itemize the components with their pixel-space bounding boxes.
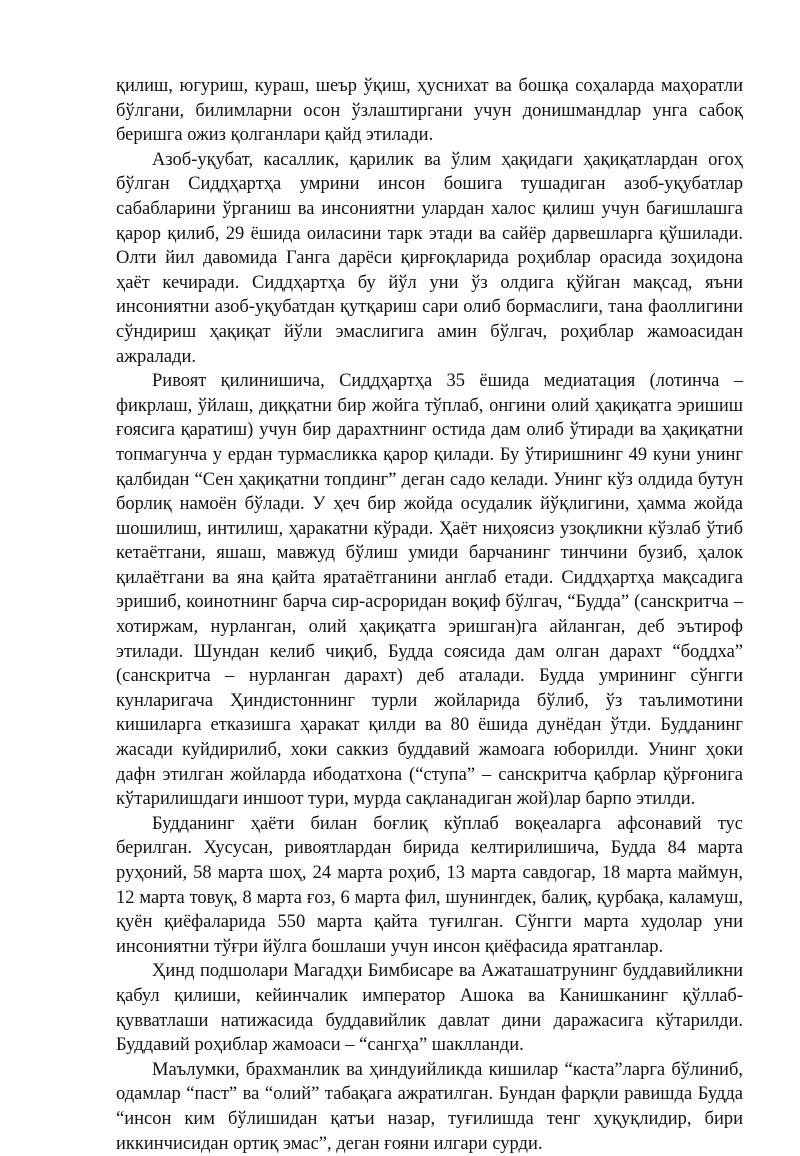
paragraph-siddhartha-asceticism: Азоб-уқубат, касаллик, қарилик ва ўлим ҳақидаги ҳақиқатлардан огоҳ бўлган Сиддҳартҳа умрини инсон бошига тушадиган азоб-уқубатлар сабабларини ўрганиш ва инсониятни улардан халос қилиш учун бағишлашга қарор қилиб, 29 ёшида оиласини тарк этади ва сайёр дарвешларга қўшилади. Олти йил давомида Ганга дарёси қирғоқларида роҳиблар орасида зоҳидона ҳаёт кечиради. Сиддҳартҳа бу йўл уни ўз олдига қўйган мақсад, яъни инсониятни азоб-уқубатдан қутқариш сари олиб бормаслиги, тана фаоллигини сўндириш ҳақиқат йўли эмаслигига амин бўлгач, роҳиблар жамоасидан ажралади. [116, 149, 743, 367]
paragraph-continuation: қилиш, югуриш, кураш, шеър ўқиш, ҳуснихат ва бошқа соҳаларда маҳоратли бўлгани, билимларни осон ўзлаштиргани учун донишмандлар унга сабоқ беришга ожиз қолганлари қайд этилади. [116, 76, 743, 146]
document-page [116, 74, 743, 1156]
paragraph-enlightenment: Ривоят қилинишича, Сиддҳартҳа 35 ёшида медиатация (лотинча – фикрлаш, ўйлаш, диққатни бир жойга тўплаб, онгини олий ҳақиқатга эришиш ғоясига қаратиш) учун бир дарахтнинг остида дам олиб ўтиради ва ҳақиқатни топмагунча у ердан турмасликка қарор қилади. Бу ўтиришнинг 49 куни унинг қалбидан “Сен ҳақиқатни топдинг” деган садо келади. Унинг кўз олдида бутун борлиқ намоён бўлади. У ҳеч бир жойда осудалик йўқлигини, ҳамма жойда шошилиш, интилиш, ҳаракатни кўради. Ҳаёт ниҳоясиз узоқликни кўзлаб ўтиб кетаётгани, яшаш, мавжуд бўлиш умиди барчанинг тинчини бузиб, ҳалок қилаётгани ва яна қайта яратаётганини англаб етади. Сиддҳартҳа мақсадига эришиб, коинотнинг барча сир-асроридан воқиф бўлгач, “Будда” (санскритча – хотиржам, нурланган, олий ҳақиқатга эришган)га айланган, деб эътироф этилади. Шундан келиб чиқиб, Будда соясида дам олган дарахт “боддха” (санскритча – нурланган дарахт) деб аталади. Будда умрининг сўнгги кунларигача Ҳиндистоннинг турли жойларида бўлиб, ўз таълимотини кишиларга етказишга ҳаракат қилди ва 80 ёшида дунёдан ўтди. Будданинг жасади куйдирилиб, хоки саккиз буддавий жамоага юборилди. Унинг ҳоки дафн этилган жойларда ибодатхона (“ступа” – санскритча қабрлар қўрғонига кўтарилишдаги иншоот тури, мурда сақланадиган жой)лар барпо этилди. [116, 371, 743, 810]
paragraph-castes: Маълумки, брахманлик ва ҳиндуийликда кишилар “каста”ларга бўлиниб, одамлар “паст” ва “олий” табақага ажратилган. Бундан фарқли равишда Будда “инсон ким бўлишидан қатъи назар, туғилишда тенг ҳуқуқлидир, бири иккинчисидан ортиқ эмас”, деган ғояни илгари сурди. [116, 1059, 743, 1154]
paragraph-legends: Будданинг ҳаёти билан боғлиқ кўплаб воқеаларга афсонавий тус берилган. Хусусан, ривоятлардан бирида келтирилишича, Будда 84 марта руҳоний, 58 марта шоҳ, 24 марта роҳиб, 13 марта савдогар, 18 марта маймун, 12 марта товуқ, 8 марта ғоз, 6 марта фил, шунингдек, балиқ, қурбақа, каламуш, қуён қиёфаларида 550 марта қайта туғилган. Сўнгги марта худолар уни инсониятни тўғри йўлга бошлаши учун инсон қиёфасида яратганлар. [116, 813, 743, 957]
paragraph-state-religion: Ҳинд подшолари Магадҳи Бимбисаре ва Ажаташатрунинг буддавийликни қабул қилиши, кейинчалик император Ашока ва Канишканинг қўллаб-қувватлаши натижасида буддавийлик давлат дини даражасига кўтарилди. Буддавий роҳиблар жамоаси – “сангҳа” шаклланди. [116, 961, 743, 1056]
